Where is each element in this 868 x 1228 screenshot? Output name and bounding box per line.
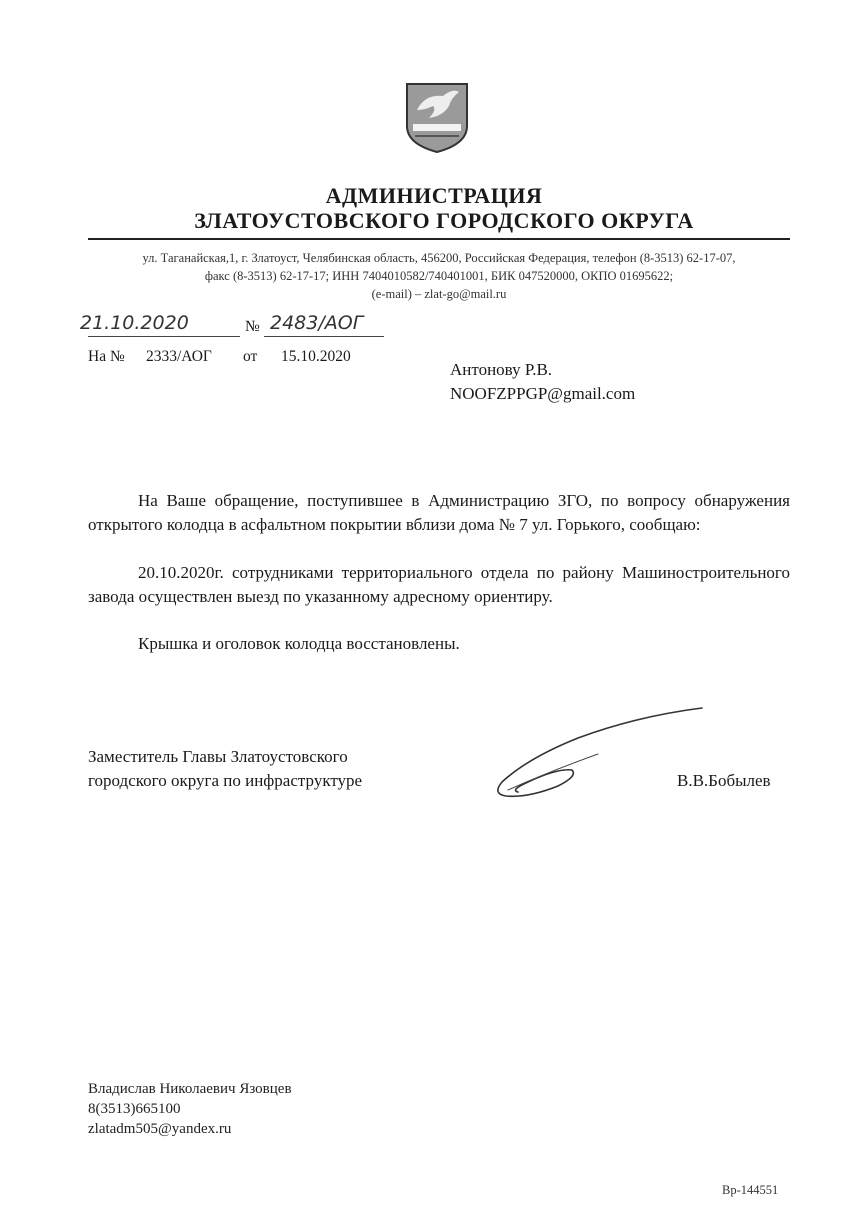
executor-email: zlatadm505@yandex.ru [88, 1121, 232, 1137]
org-title-line1: АДМИНИСТРАЦИЯ [325, 183, 543, 208]
address-line-1: ул. Таганайская,1, г. Златоуст, Челябинская область, 456200, Российская Федерация, телефон (8-3513) 62-17-07, [142, 251, 736, 265]
header-divider [88, 238, 790, 240]
addressee-name: Антонову Р.В. [450, 360, 553, 379]
reply-from: от [243, 348, 258, 365]
body-paragraph-2: 20.10.2020г. сотрудниками территориального отдела по району Машиностроительного завода осуществлен выезд по указанному адресному ориентиру. [88, 563, 790, 606]
outgoing-date: 21.10.2020 [80, 312, 189, 334]
document-code: Вр-144551 [722, 1183, 779, 1197]
signer-position-line1: Заместитель Главы Златоустовского [88, 747, 348, 766]
reply-number: 2333/АОГ [146, 348, 212, 365]
signer-name: В.В.Бобылев [677, 771, 771, 790]
address-line-2: факс (8-3513) 62-17-17; ИНН 7404010582/740401001, БИК 047520000, ОКПО 01695622; [204, 269, 674, 283]
body-paragraph-1: На Ваше обращение, поступившее в Администрацию ЗГО, по вопросу обнаружения открытого колодца в асфальтном покрытии вблизи дома № 7 ул. Горького, сообщаю: [88, 491, 790, 534]
date-underline [88, 336, 240, 337]
reply-date: 15.10.2020 [281, 348, 351, 365]
number-underline [264, 336, 384, 337]
reply-prefix: На № [88, 348, 125, 365]
body-paragraph-3: Крышка и оголовок колодца восстановлены. [138, 634, 460, 653]
address-line-3: (e-mail) – zlat-go@mail.ru [371, 287, 507, 301]
addressee-email: NOOFZPPGP@gmail.com [450, 384, 636, 403]
executor-name: Владислав Николаевич Язовцев [88, 1081, 292, 1097]
number-sign: № [245, 318, 260, 335]
outgoing-number: 2483/АОГ [270, 312, 364, 334]
handwritten-signature [488, 702, 708, 804]
executor-phone: 8(3513)665100 [88, 1101, 181, 1117]
signer-position-line2: городского округа по инфраструктуре [88, 771, 363, 790]
org-title-line2: ЗЛАТОУСТОВСКОГО ГОРОДСКОГО ОКРУГА [194, 208, 694, 233]
coat-of-arms-emblem [403, 80, 471, 154]
